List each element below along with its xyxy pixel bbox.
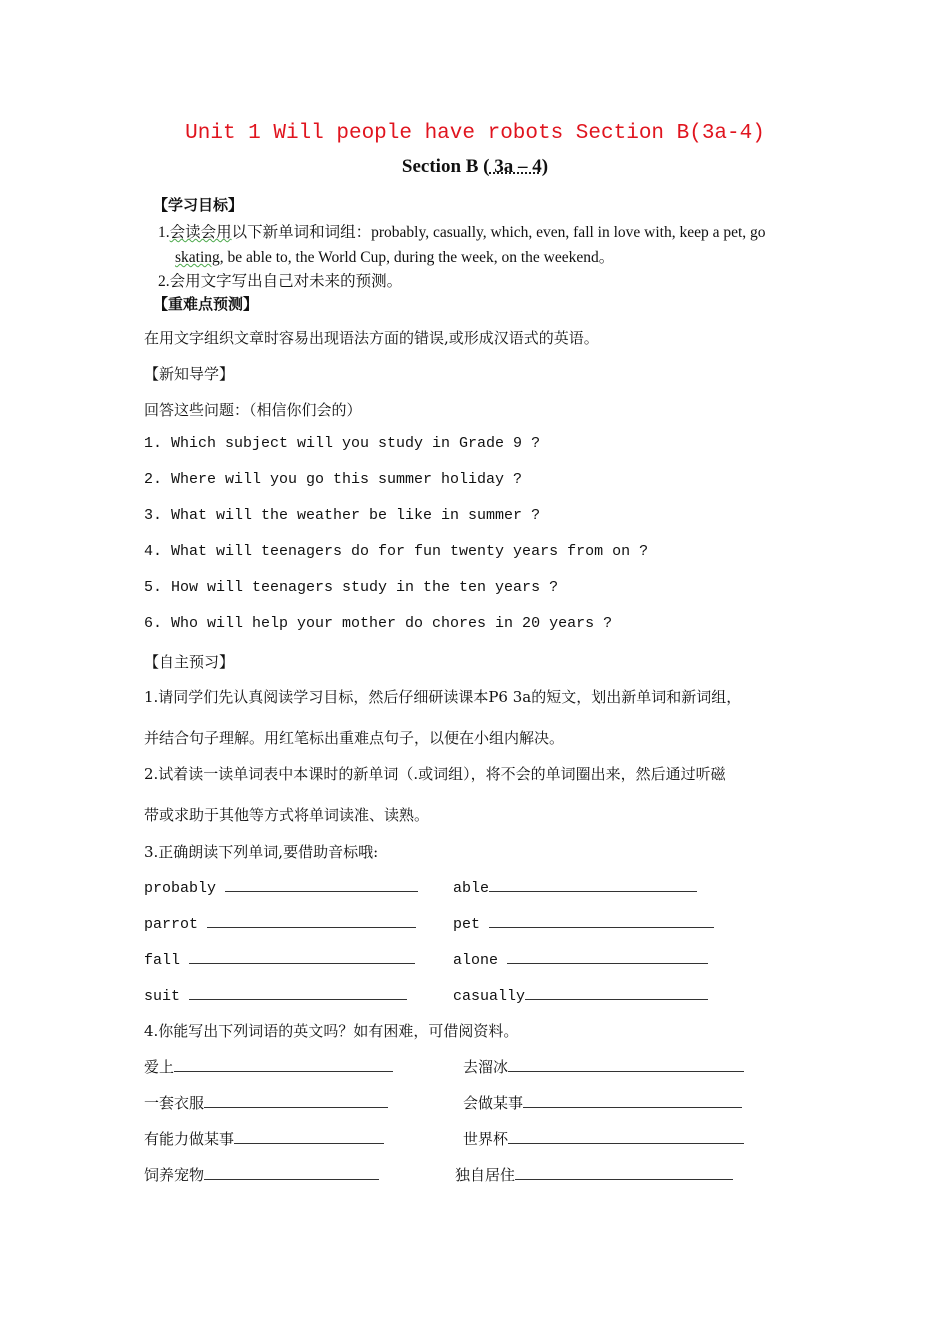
question-3: 3. What will the weather be like in summer ? (144, 507, 541, 524)
phrase-row (144, 1164, 379, 1185)
answer-blank[interactable] (207, 913, 416, 928)
word-row (144, 877, 418, 897)
phrase-label: 饲养宠物 (144, 1166, 205, 1184)
page-title: Unit 1 Will people have robots Section B(3a-4) (185, 122, 765, 145)
word-label: alone (453, 952, 499, 969)
guide-heading: 【新知导学】 (144, 365, 235, 383)
objective-1-line-2-text: , be able to, the World Cup, during the week, on the weekend。 (219, 249, 615, 266)
answer-blank[interactable] (204, 1165, 379, 1180)
word-row (144, 949, 415, 969)
answer-blank[interactable] (204, 1093, 388, 1108)
difficulty-heading: 【重难点预测】 (153, 295, 259, 313)
phrase-label: 会做某事 (463, 1094, 524, 1112)
question-5: 5. How will teenagers study in the ten years ? (144, 579, 559, 596)
phrase-label: 独自居住 (455, 1166, 516, 1184)
answer-blank[interactable] (489, 877, 697, 892)
objective-1-marked: 会读会用 (169, 224, 232, 241)
question-1: 1. Which subject will you study in Grade 9 ? (144, 435, 541, 452)
answer-blank[interactable] (515, 1165, 733, 1180)
answer-blank[interactable] (508, 1057, 744, 1072)
preview-paragraph-3: 3.正确朗读下列单词,要借助音标哦: (144, 843, 379, 861)
word-label: suit (144, 988, 181, 1005)
phrase-row (144, 1092, 388, 1113)
objective-item-1 (158, 220, 766, 242)
preview-paragraph-2-line-2: 带或求助于其他等方式将单词读准、读熟。 (144, 806, 430, 824)
answer-blank[interactable] (523, 1093, 742, 1108)
objective-item-2: 2.会用文字写出自己对未来的预测。 (158, 273, 403, 290)
preview-paragraph-1-line-2: 并结合句子理解。用红笔标出重难点句子，以便在小组内解决。 (144, 729, 565, 747)
preview-paragraph-1-line-1: 1.请同学们先认真阅读学习目标，然后仔细研读课本P6 3a的短文，划出新单词和新词组， (144, 688, 742, 706)
phrase-row (144, 1056, 393, 1077)
preview-paragraph-2-line-1: 2.试着读一读单词表中本课时的新单词（.或词组），将不会的单词圈出来，然后通过听磁 (144, 765, 726, 783)
word-label: probably (144, 880, 217, 897)
phrase-row (144, 1128, 384, 1149)
question-2: 2. Where will you go this summer holiday ? (144, 471, 523, 488)
word-row (144, 985, 407, 1005)
word-label: pet (453, 916, 481, 933)
difficulty-text: 在用文字组织文章时容易出现语法方面的错误,或形成汉语式的英语。 (144, 329, 599, 347)
answer-blank[interactable] (174, 1057, 393, 1072)
answer-blank[interactable] (225, 877, 418, 892)
answer-blank[interactable] (189, 985, 407, 1000)
phrase-label: 有能力做某事 (144, 1130, 235, 1148)
answer-blank[interactable] (234, 1129, 384, 1144)
phrase-row (455, 1164, 733, 1185)
word-label: able (453, 880, 490, 897)
phrase-row (463, 1092, 742, 1113)
preview-heading: 【自主预习】 (144, 653, 235, 671)
phrase-row (463, 1056, 744, 1077)
answer-blank[interactable] (508, 1129, 744, 1144)
question-6: 6. Who will help your mother do chores in 20 years ? (144, 615, 613, 632)
phrase-label: 去溜冰 (463, 1058, 509, 1076)
phrase-row (463, 1128, 744, 1149)
section-subtitle (0, 156, 950, 178)
phrase-label: 爱上 (144, 1058, 175, 1076)
word-label: parrot (144, 916, 199, 933)
answer-blank[interactable] (489, 913, 714, 928)
objective-1-number: 1. (158, 224, 170, 241)
phrase-label: 世界杯 (463, 1130, 509, 1148)
objective-item-1-line-2 (175, 245, 614, 267)
answer-blank[interactable] (189, 949, 415, 964)
subtitle-suffix: ) (541, 156, 549, 177)
objective-1-line-2-marked: skating (175, 249, 220, 266)
word-row (144, 913, 416, 933)
subtitle-underlined: 3a – 4 (489, 156, 542, 177)
word-label: fall (144, 952, 181, 969)
word-row (453, 985, 708, 1005)
answer-blank[interactable] (507, 949, 708, 964)
word-row (453, 949, 708, 969)
phrase-label: 一套衣服 (144, 1094, 205, 1112)
subtitle-prefix: Section B ( (401, 156, 490, 177)
word-label: casually (453, 988, 526, 1005)
question-4: 4. What will teenagers do for fun twenty years from on ? (144, 543, 649, 560)
preview-paragraph-4: 4.你能写出下列词语的英文吗？如有困难，可借阅资料。 (144, 1022, 519, 1040)
objectives-heading: 【学习目标】 (153, 196, 244, 214)
guide-intro: 回答这些问题：（相信你们会的） (144, 401, 362, 419)
answer-blank[interactable] (525, 985, 708, 1000)
word-row (453, 913, 714, 933)
objective-1-text: 以下新单词和词组：probably, casually, which, even, fall in love with, keep a pet, go (231, 224, 766, 241)
word-row (453, 877, 697, 897)
